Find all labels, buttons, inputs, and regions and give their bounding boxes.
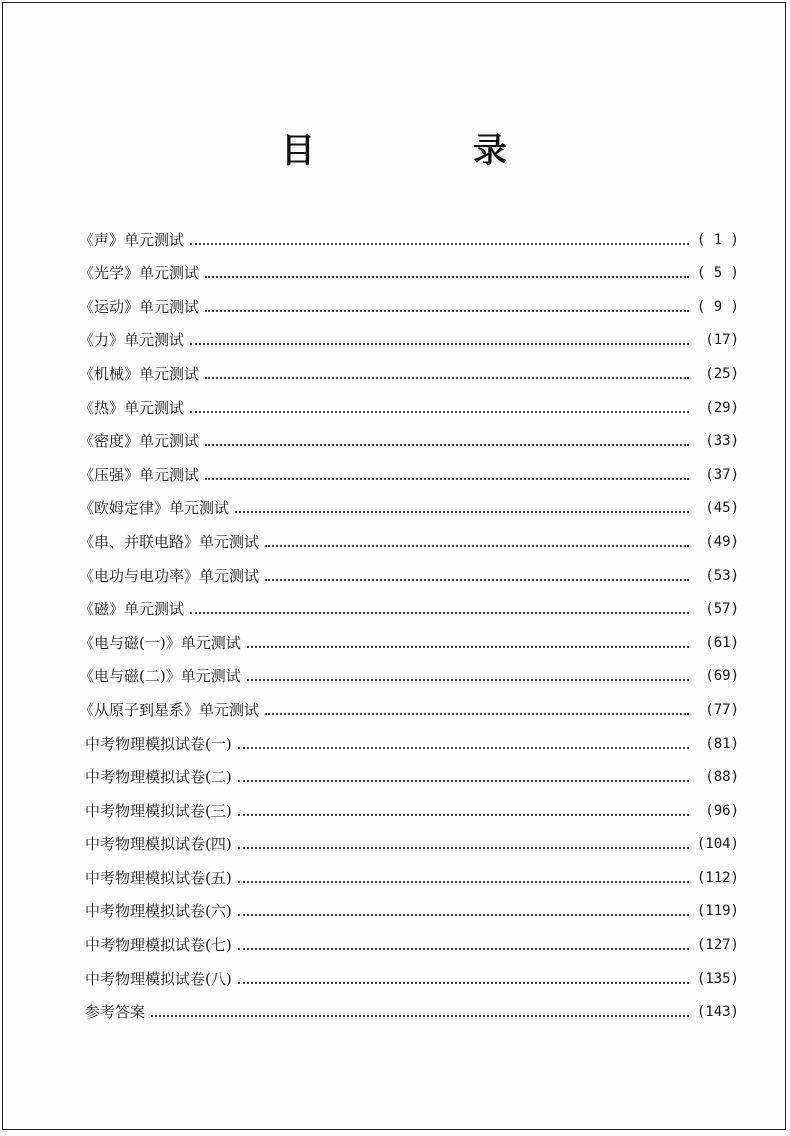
toc-entry [79, 215, 739, 249]
dot-leader [205, 377, 689, 379]
toc-entry [79, 820, 739, 854]
toc-entry-page-number: (61) [705, 634, 739, 651]
toc-entry-label: 《机械》单元测试 [79, 364, 200, 383]
toc-entry-page-number: (88) [705, 769, 739, 786]
toc-entry-page-number: (104) [696, 836, 739, 853]
toc-entry-page-number: (143) [696, 1004, 739, 1021]
toc-entry-label: 《从原子到星系》单元测试 [79, 700, 260, 719]
toc-entry [79, 853, 739, 887]
toc-entry [79, 786, 739, 820]
dot-leader [238, 914, 689, 916]
dot-leader [190, 243, 689, 245]
toc-entry-label: 《热》单元测试 [79, 398, 185, 417]
toc-entry-label: 中考物理模拟试卷(七) [85, 936, 232, 955]
toc-entry-page-number: ( 9 ) [696, 298, 739, 315]
toc-entry-label: 《磁》单元测试 [79, 600, 185, 619]
toc-entry-page-number: (53) [705, 567, 739, 584]
toc-entry [79, 618, 739, 652]
toc-entry [79, 383, 739, 417]
toc-entry-page-number: (25) [705, 365, 739, 382]
toc-entry-page-number: (112) [696, 869, 739, 886]
dot-leader [205, 310, 689, 312]
toc-entry-page-number: ( 5 ) [696, 265, 739, 282]
dot-leader [238, 948, 689, 950]
table-of-contents [79, 215, 739, 1021]
toc-entry [79, 282, 739, 316]
toc-entry [79, 417, 739, 451]
dot-leader [205, 444, 689, 446]
dot-leader [265, 579, 689, 581]
dot-leader [190, 612, 689, 614]
toc-entry [79, 753, 739, 787]
toc-entry-page-number: (37) [705, 466, 739, 483]
toc-entry-label: 《光学》单元测试 [79, 264, 200, 283]
toc-entry [79, 920, 739, 954]
dot-leader [238, 982, 689, 984]
toc-entry-label: 中考物理模拟试卷(二) [85, 768, 232, 787]
toc-entry-label: 《运动》单元测试 [79, 297, 200, 316]
toc-entry-label: 《电功与电功率》单元测试 [79, 566, 260, 585]
toc-entry-page-number: (77) [705, 701, 739, 718]
toc-entry-label: 参考答案 [85, 1003, 146, 1022]
dot-leader [205, 478, 689, 480]
toc-entry-label: 中考物理模拟试卷(五) [85, 868, 232, 887]
dot-leader [151, 1015, 689, 1017]
dot-leader [235, 511, 689, 513]
dot-leader [238, 847, 689, 849]
toc-entry [79, 484, 739, 518]
toc-entry-label: 《声》单元测试 [79, 230, 185, 249]
dot-leader [265, 713, 689, 715]
toc-entry [79, 719, 739, 753]
toc-entry-label: 《电与磁(二)》单元测试 [79, 667, 241, 686]
toc-entry-page-number: (57) [705, 601, 739, 618]
dot-leader [247, 646, 689, 648]
toc-entry-label: 《串、并联电路》单元测试 [79, 532, 260, 551]
dot-leader [265, 545, 689, 547]
toc-entry-page-number: (127) [696, 937, 739, 954]
toc-entry [79, 988, 739, 1022]
toc-entry-page-number: (96) [705, 802, 739, 819]
dot-leader [247, 679, 689, 681]
toc-entry-page-number: (135) [696, 970, 739, 987]
toc-entry [79, 349, 739, 383]
toc-entry-label: 中考物理模拟试卷(六) [85, 902, 232, 921]
toc-entry-label: 《压强》单元测试 [79, 465, 200, 484]
dot-leader [190, 343, 689, 345]
toc-entry [79, 450, 739, 484]
toc-entry-label: 中考物理模拟试卷(三) [85, 801, 232, 820]
toc-entry-page-number: (49) [705, 533, 739, 550]
toc-entry-label: 中考物理模拟试卷(一) [85, 734, 232, 753]
page-title: 目 录 [281, 131, 569, 171]
toc-entry-label: 中考物理模拟试卷(八) [85, 969, 232, 988]
toc-entry-label: 《电与磁(一)》单元测试 [79, 633, 241, 652]
toc-entry-label: 《力》单元测试 [79, 331, 185, 350]
toc-entry-page-number: (33) [705, 433, 739, 450]
toc-entry [79, 551, 739, 585]
toc-entry [79, 652, 739, 686]
toc-entry [79, 249, 739, 283]
toc-entry-page-number: (45) [705, 500, 739, 517]
toc-entry-page-number: (69) [705, 668, 739, 685]
toc-entry-page-number: (81) [705, 735, 739, 752]
toc-entry-page-number: (29) [705, 399, 739, 416]
toc-entry-page-number: ( 1 ) [696, 231, 739, 248]
toc-entry-page-number: (17) [705, 332, 739, 349]
dot-leader [238, 881, 689, 883]
dot-leader [238, 814, 689, 816]
toc-entry-label: 《欧姆定律》单元测试 [79, 499, 230, 518]
dot-leader [238, 780, 689, 782]
toc-entry [79, 954, 739, 988]
dot-leader [238, 747, 689, 749]
toc-entry-label: 中考物理模拟试卷(四) [85, 835, 232, 854]
document-page [2, 2, 786, 1130]
toc-entry-page-number: (119) [696, 903, 739, 920]
toc-entry-label: 《密度》单元测试 [79, 432, 200, 451]
dot-leader [190, 411, 689, 413]
toc-entry [79, 517, 739, 551]
toc-entry [79, 585, 739, 619]
dot-leader [205, 276, 689, 278]
toc-entry [79, 316, 739, 350]
toc-entry [79, 887, 739, 921]
toc-entry [79, 685, 739, 719]
